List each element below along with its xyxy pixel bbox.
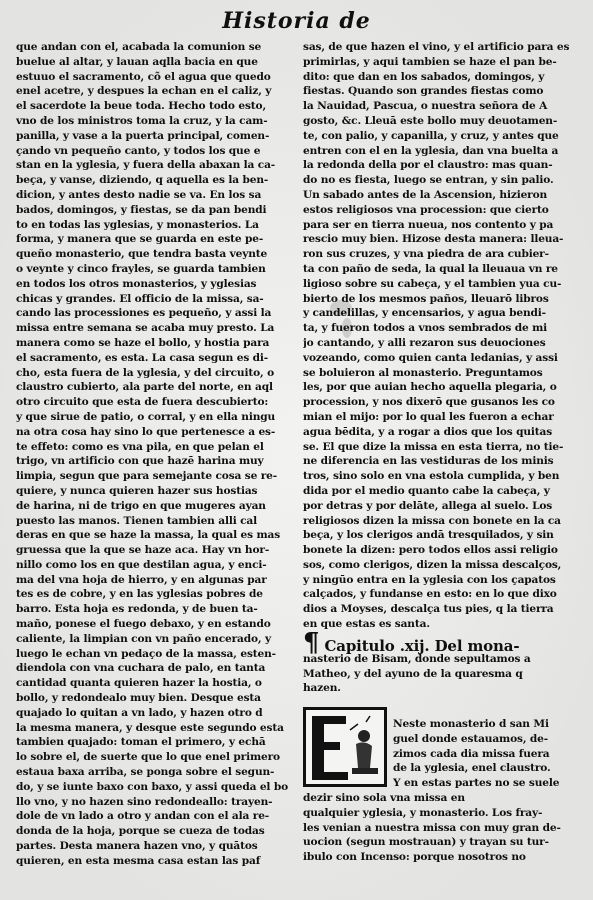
- text-line: zimos cada dia missa fuera: [393, 747, 550, 760]
- text-line: dole de vn lado a otro y andan con el ala re-: [16, 810, 270, 823]
- text-line: el sacerdote la beue toda. Hecho todo esto,: [16, 100, 266, 113]
- text-line: se. El que dize la missa en esta tierra, no tie-: [303, 440, 564, 453]
- text-line: cando las processiones es pequeño, y assi la: [16, 307, 272, 320]
- text-line: estos religiosos vna procession: que cierto: [303, 203, 549, 216]
- text-line: uocion (segun mostrauan) y trayan su tur-: [303, 836, 549, 849]
- text-line: beça, y los clerigos andā tresquilados, y sin: [303, 529, 554, 542]
- text-line: te, con palio, y capanilla, y cruz, y antes que: [303, 129, 559, 142]
- text-line: na otra cosa hay sino lo que pertenesce a es-: [16, 425, 276, 438]
- text-line: diendola con vna cuchara de palo, en tanta: [16, 662, 266, 675]
- text-line: por detras y por delāte, allega al suelo. Los: [303, 499, 553, 512]
- text-line: la redonda della por el claustro: mas quan-: [303, 159, 553, 172]
- text-line: para ser en tierra nueua, nos contento y pa: [303, 218, 554, 231]
- text-line: gosto, &c. Lleuā este bollo muy deuotamen-: [303, 114, 558, 127]
- chapter-subtitle-line: Matheo, y del ayuno de la quaresma q: [303, 667, 523, 680]
- text-line: partes. Desta manera hazen vno, y quātos: [16, 840, 258, 853]
- text-line: llo vno, y no hazen sino redondeallo: trayen-: [16, 795, 273, 808]
- text-line: buelue al altar, y lauan aqlla bacia en que: [16, 55, 258, 68]
- text-line: claustro cubierto, ala parte del norte, en aql: [16, 381, 273, 394]
- text-line: queño monasterio, que tendra basta veynte: [16, 248, 268, 261]
- text-line: gruessa que la que se haze aca. Hay vn hor-: [16, 544, 270, 557]
- text-line: vozeando, como quien canta ledanias, y assi: [303, 351, 558, 364]
- chapter-subtitle: [303, 652, 585, 696]
- text-line: les venian a nuestra missa con muy gran de-: [303, 821, 561, 834]
- text-line: dezir sino sola vna missa en: [303, 792, 465, 804]
- text-line: qualquier yglesia, y monasterio. Los fray-: [303, 806, 543, 819]
- text-line: puesto las manos. Tienen tambien alli cal: [16, 514, 258, 527]
- text-line: ibulo con Incenso: porque nosotros no: [303, 851, 526, 864]
- text-line: sas, de que hazen el vino, y el artificio para es: [303, 41, 570, 53]
- text-line: do no es fiesta, luego se entran, y sin palio.: [303, 174, 554, 187]
- text-line: dios a Moyses, descalça tus pies, q la tierra: [303, 603, 554, 616]
- text-line: bierto de los mesmos paños, lleuarō libros: [303, 292, 549, 305]
- text-line: cho, esta fuera de la yglesia, y del circuito, o: [16, 366, 274, 379]
- text-line: ta, y fueron todos a vnos sembrados de mi: [303, 322, 548, 335]
- left-column: [16, 40, 292, 869]
- text-line: fiestas. Quando son grandes fiestas como: [303, 85, 544, 98]
- text-line: o veynte y cinco frayles, se guarda tambien: [16, 262, 266, 275]
- text-line: agua bēdita, y a rogar a dios que los quitas: [303, 425, 553, 438]
- text-line: calçados, y fundanse en esto: en lo que dixo: [303, 588, 557, 601]
- text-line: otro circuito que esta de fuera descubierto:: [16, 396, 269, 409]
- text-line: religiosos dizen la missa con bonete en la ca: [303, 514, 561, 527]
- right-column: [303, 40, 585, 696]
- text-line: quajado lo quitan a vn lado, y hazen otro d: [16, 706, 263, 719]
- text-line: caliente, la limpian con vn paño encerado, y: [16, 632, 272, 645]
- text-line: estuuo el sacramento, cõ el agua que quedo: [16, 70, 271, 83]
- text-line: dito: que dan en los sabados, domingos, y: [303, 70, 545, 83]
- text-line: limpia, segun que para semejante cosa se re-: [16, 470, 277, 483]
- text-line: Y en estas partes no se suele: [393, 777, 560, 790]
- text-line: tes es de cobre, y en las yglesias pobres de: [16, 588, 263, 601]
- text-line: ma del vna hoja de hierro, y en algunas par: [16, 573, 267, 586]
- text-line: missa entre semana se acaba muy presto. La: [16, 322, 275, 335]
- text-line: procession, y nos dixerō que gusanos les co: [303, 396, 555, 409]
- text-line: de la yglesia, enel claustro.: [393, 762, 551, 775]
- pilcrow-mark: ¶: [303, 627, 320, 658]
- text-line: Un sabado antes de la Ascension, hizieron: [303, 188, 548, 201]
- text-line: la Nauidad, Pascua, o nuestra señora de A: [303, 100, 548, 113]
- text-line: bonete la dizen: pero todos ellos assi religio: [303, 544, 558, 557]
- text-line: les, por que auian hecho aquella plegaria, o: [303, 381, 557, 394]
- text-line: luego le echan vn pedaço de la massa, esten-: [16, 647, 276, 660]
- text-line: dicion, y antes desto nadie se va. En los sa: [16, 188, 262, 201]
- text-line: vno de los ministros toma la cruz, y la cam-: [16, 114, 268, 127]
- text-line: y que sirue de patio, o corral, y en ella ningu: [16, 410, 276, 423]
- chapter-subtitle-line: hazen.: [303, 682, 341, 695]
- text-line: çando vn pequeño canto, y todos los que e: [16, 144, 261, 157]
- text-line: manera como se haze el bollo, y hostia para: [16, 336, 270, 349]
- running-head: Historia de: [222, 8, 371, 34]
- text-line: cantidad quanta quieren hazer la hostia, o: [16, 677, 262, 690]
- text-line: enel acetre, y despues la echan en el caliz, y: [16, 85, 272, 98]
- chapter-opening-text: [393, 717, 585, 791]
- text-line: chicas y grandes. El officio de la missa, sa-: [16, 292, 264, 305]
- text-line: la mesma manera, y desque este segundo esta: [16, 721, 284, 734]
- text-line: rescio muy bien. Hizose desta manera: lleua-: [303, 233, 564, 246]
- text-line: de harina, ni de trigo en que mugeres ayan: [16, 499, 266, 512]
- text-line: Neste monasterio d san Mi: [393, 718, 549, 730]
- text-line: tambien quajado: toman el primero, y echā: [16, 736, 266, 749]
- chapter-title: Capitulo .xij. Del mona-: [324, 636, 520, 655]
- chapter-body-text: [303, 791, 585, 865]
- chapter-subtitle-line: nasterio de Bisam, donde sepultamos a: [303, 652, 531, 665]
- right-column-body: [303, 40, 585, 632]
- text-line: y candelillas, y encensarios, y agua bendi-: [303, 307, 546, 320]
- text-line: el sacramento, es esta. La casa segun es di-: [16, 351, 269, 364]
- text-line: guel donde estauamos, de-: [393, 732, 549, 745]
- chapter-heading: [303, 627, 585, 658]
- text-line: ne diferencia en las vestiduras de los minis: [303, 455, 554, 468]
- text-line: en todos los otros monasterios, y yglesias: [16, 277, 257, 290]
- text-line: beça, y vanse, diziendo, q aquella es la ben-: [16, 174, 269, 187]
- text-line: ron sus cruzes, y vna piedra de ara cubier-: [303, 248, 549, 261]
- text-line: tros, sino solo en vna estola cumplida, y ben: [303, 470, 560, 483]
- text-line: jo cantando, y alli rezaron sus deuociones: [303, 336, 546, 349]
- text-line: quiere, y nunca quieren hazer sus hostias: [16, 484, 258, 497]
- text-line: sos, como clerigos, dizen la missa descalços,: [303, 558, 562, 571]
- text-line: en que estas es santa.: [303, 618, 430, 631]
- text-line: lo sobre el, de suerte que lo que enel primero: [16, 751, 280, 764]
- text-line: ligioso sobre su cabeça, y el tambien yua cu-: [303, 277, 562, 290]
- text-line: deras en que se haze la massa, la qual es mas: [16, 529, 281, 542]
- text-line: barro. Esta hoja es redonda, y de buen ta-: [16, 603, 258, 616]
- text-line: y ningūo entra en la yglesia con los çapatos: [303, 573, 556, 586]
- text-line: mian el mijo: por lo qual les fueron a echar: [303, 410, 554, 423]
- text-line: que andan con el, acabada la comunion se: [16, 41, 262, 53]
- text-line: trigo, vn artificio con que hazē harina muy: [16, 455, 264, 468]
- text-line: bollo, y redondealo muy bien. Desque esta: [16, 692, 261, 705]
- initial-illustration: [306, 710, 384, 784]
- text-line: stan en la yglesia, y fuera della abaxan la ca-: [16, 159, 276, 172]
- text-line: maño, ponese el fuego debaxo, y en estando: [16, 618, 271, 631]
- text-line: primirlas, y aqui tambien se haze el pan be-: [303, 55, 557, 68]
- text-line: to en todas las yglesias, y monasterios. La: [16, 218, 259, 231]
- text-line: bados, domingos, y fiestas, se da pan bendi: [16, 203, 267, 216]
- text-line: ta con paño de seda, la qual la lleuaua vn re: [303, 262, 558, 275]
- text-line: se boluieron al monasterio. Preguntamos: [303, 366, 543, 379]
- text-line: nillo como los en que destilan agua, y enci-: [16, 558, 267, 571]
- text-line: dida por el medio quanto cabe la cabeça, y: [303, 484, 550, 497]
- text-line: estaua baxa arriba, se ponga sobre el segun-: [16, 766, 275, 779]
- text-line: donda de la hoja, porque se cueza de todas: [16, 825, 265, 838]
- text-line: entren con el en la yglesia, dan vna buelta a: [303, 144, 559, 157]
- decorated-initial: [303, 707, 387, 787]
- text-line: panilla, y vase a la puerta principal, comen-: [16, 129, 270, 142]
- text-line: forma, y manera que se guarda en este pe-: [16, 233, 264, 246]
- text-line: do, y se iunte baxo con baxo, y assi queda el bo: [16, 780, 288, 793]
- text-line: quieren, en esta mesma casa estan las paf: [16, 854, 261, 867]
- text-line: te effeto: como es vna pila, en que pelan el: [16, 440, 264, 453]
